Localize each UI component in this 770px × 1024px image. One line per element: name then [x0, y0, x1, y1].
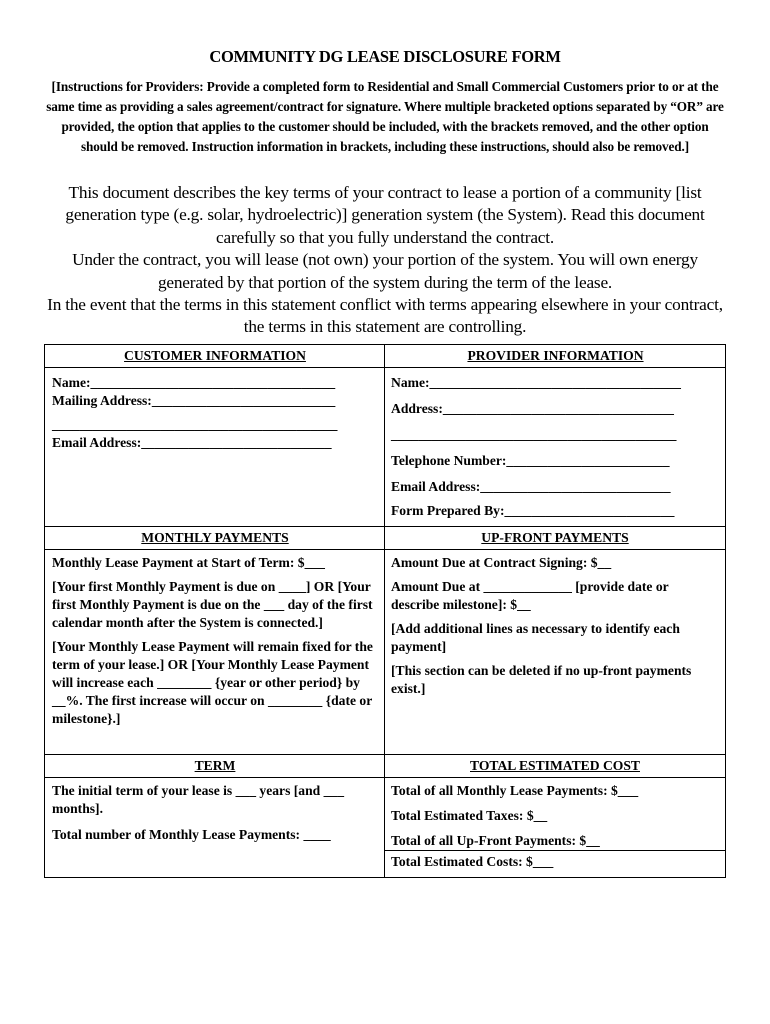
intro-text — [40, 182, 730, 339]
provider-telephone-field[interactable]: Telephone Number:________________________ — [391, 453, 670, 468]
customer-mailing-address-field[interactable]: Mailing Address:___________________________ — [52, 393, 336, 408]
total-monthly-payments-count: Total number of Monthly Lease Payments: ____ — [52, 827, 331, 842]
customer-info-header: CUSTOMER INFORMATION — [45, 345, 385, 368]
additional-lines-note: [Add additional lines as necessary to identify each payment] — [391, 621, 680, 654]
total-estimated-taxes: Total Estimated Taxes: $__ — [391, 808, 548, 823]
payment-increase-terms: [Your Monthly Lease Payment will remain fixed for the term of your lease.] OR [Your Monthly Lease Payment will increase each ________ {year or other period} by __%. The first increase will occur on ________ {date or milestone}.] — [52, 639, 373, 726]
provider-form-prepared-by-field[interactable]: Form Prepared By:_________________________ — [391, 503, 675, 518]
total-estimated-costs-cell — [385, 851, 726, 878]
delete-section-note: [This section can be deleted if no up-front payments exist.] — [391, 663, 692, 696]
provider-instructions: [Instructions for Providers: Provide a completed form to Residential and Small Commercial Customers prior to or at the same time as providing a sales agreement/contract for signature. Where multiple bracketed options separated by “OR” are provided, the option that applies to the customer should be included, with the brackets removed, and the other option should be removed. Instruction information in brackets, including these instructions, should also be removed.] — [46, 79, 724, 154]
customer-info-cell — [45, 368, 385, 527]
provider-address-line-2[interactable]: __________________________________________ — [391, 427, 677, 442]
cost-breakdown-cell — [385, 778, 726, 851]
initial-term: The initial term of your lease is ___ years [and ___ months]. — [52, 783, 344, 816]
first-payment-due: [Your first Monthly Payment is due on ____] OR [Your first Monthly Payment is due on the ___ day of the first calendar month after the System is connected.] — [52, 579, 373, 630]
customer-name-field[interactable]: Name:____________________________________ — [52, 375, 336, 390]
upfront-payments-header: UP-FRONT PAYMENTS — [385, 527, 726, 550]
disclosure-table — [44, 344, 726, 878]
total-estimated-costs: Total Estimated Costs: $___ — [391, 854, 554, 869]
upfront-payments-cell — [385, 550, 726, 755]
form-title: COMMUNITY DG LEASE DISCLOSURE FORM — [209, 47, 561, 66]
provider-info-header: PROVIDER INFORMATION — [385, 345, 726, 368]
intro-paragraph-2: Under the contract, you will lease (not own) your portion of the system. You will own energy generated by that portion of the system during the term of the lease. — [72, 250, 698, 292]
amount-due-at-signing: Amount Due at Contract Signing: $__ — [391, 555, 612, 570]
total-cost-header: TOTAL ESTIMATED COST — [385, 755, 726, 778]
term-header: TERM — [45, 755, 385, 778]
provider-email-field[interactable]: Email Address:____________________________ — [391, 479, 671, 494]
provider-info-cell — [385, 368, 726, 527]
monthly-payments-header: MONTHLY PAYMENTS — [45, 527, 385, 550]
customer-address-line-2[interactable]: __________________________________________ — [52, 417, 338, 432]
intro-paragraph-3: In the event that the terms in this statement conflict with terms appearing elsewhere in your contract, the terms in this statement are controlling. — [47, 295, 723, 337]
monthly-payments-cell — [45, 550, 385, 755]
customer-email-field[interactable]: Email Address:____________________________ — [52, 435, 332, 450]
term-cell — [45, 778, 385, 878]
amount-due-at-milestone: Amount Due at _____________ [provide date or describe milestone]: $__ — [391, 579, 669, 612]
monthly-start-payment: Monthly Lease Payment at Start of Term: $___ — [52, 555, 325, 570]
intro-paragraph-1: This document describes the key terms of your contract to lease a portion of a community [list generation type (e.g. solar, hydroelectric)] generation system (the System). Read this document carefully so that you fully understand the contract. — [65, 183, 705, 247]
provider-name-field[interactable]: Name:_____________________________________ — [391, 375, 681, 390]
provider-address-field[interactable]: Address:__________________________________ — [391, 401, 674, 416]
total-monthly-lease-payments: Total of all Monthly Lease Payments: $___ — [391, 783, 639, 798]
total-upfront-payments: Total of all Up-Front Payments: $__ — [391, 833, 600, 848]
